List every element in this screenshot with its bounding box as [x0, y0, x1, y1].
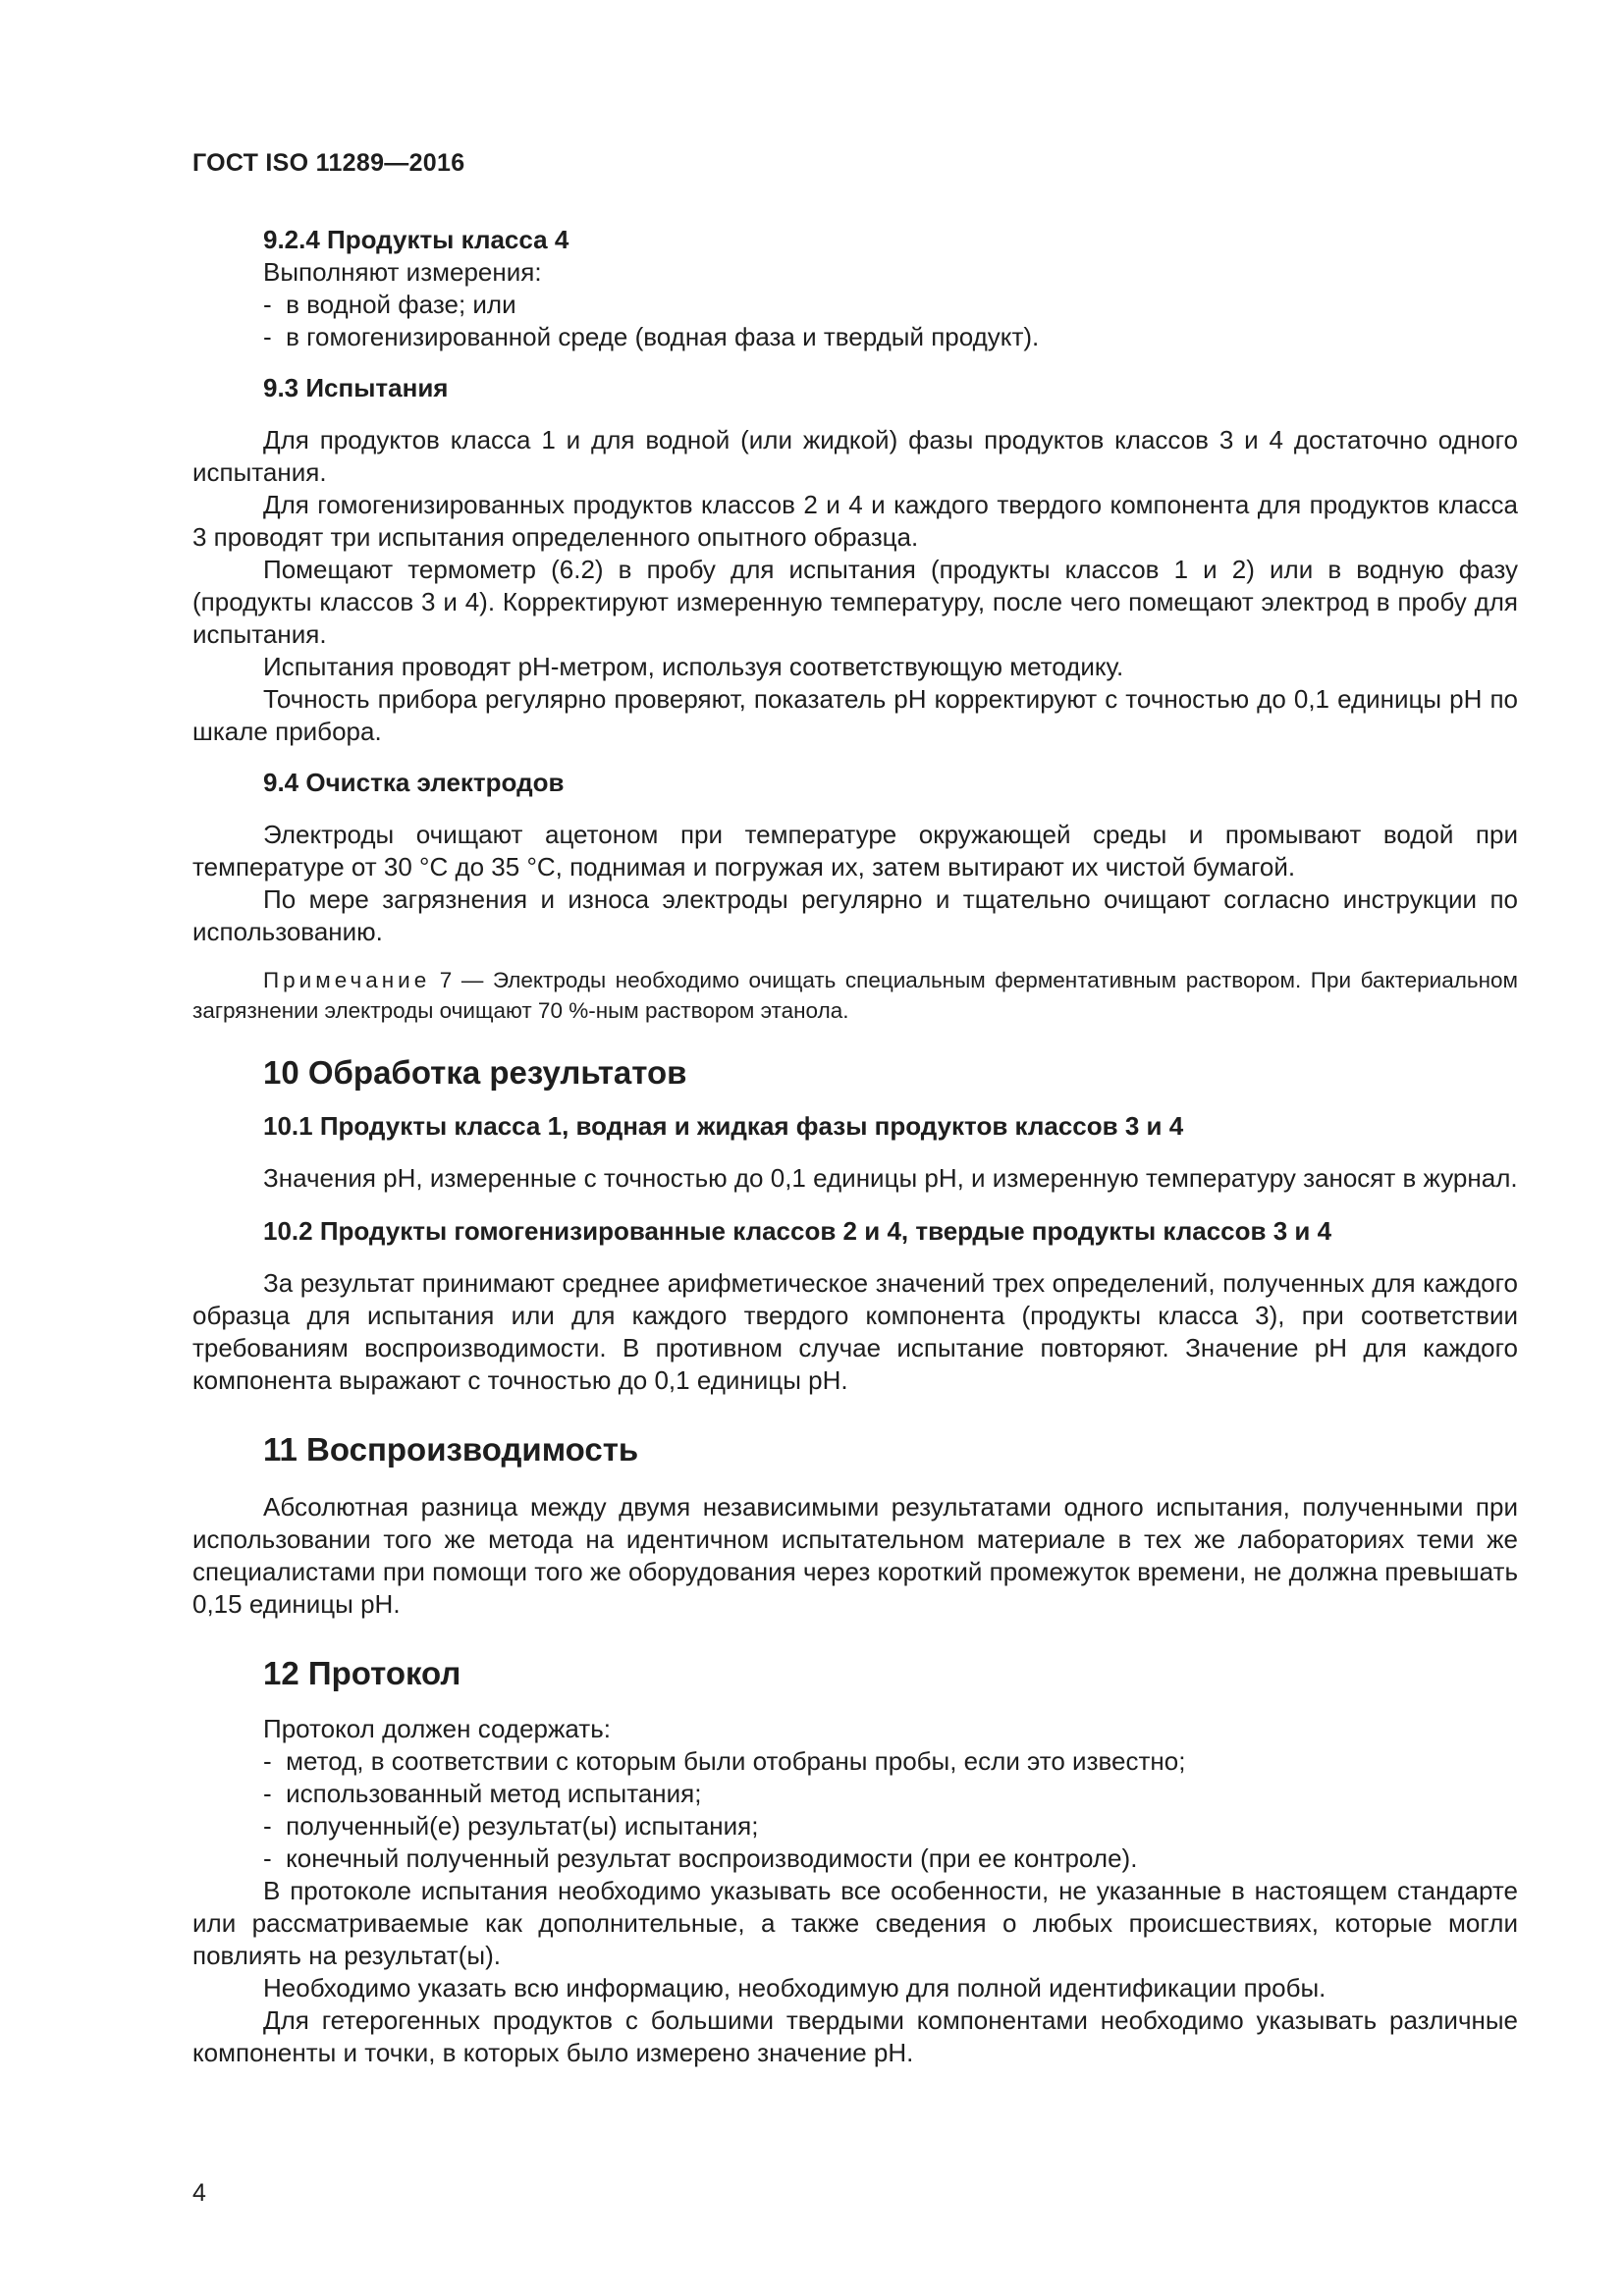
- paragraph: Абсолютная разница между двумя независимыми результатами одного испытания, полученными при использовании того же метода на идентичном испытательном материале в тех же лабораториях теми же специалистами при помощи того же оборудования через короткий промежуток времени, не должна превышать 0,15 единицы рН.: [192, 1492, 1518, 1619]
- note-text: 7 — Электроды необходимо очищать специальным ферментативным раствором. При бактериальном загрязнении электроды очищают 70 %-ным раствором этанола.: [192, 968, 1518, 1023]
- paragraph: Значения рН, измеренные с точностью до 0,1 единицы рН, и измеренную температуру заносят в журнал.: [263, 1163, 1518, 1193]
- section-heading-10-1: 10.1 Продукты класса 1, водная и жидкая фазы продуктов классов 3 и 4: [263, 1111, 1184, 1141]
- list-item: - использованный метод испытания;: [192, 1778, 1518, 1810]
- paragraph: Испытания проводят рН-метром, используя соответствующую методику.: [263, 652, 1124, 681]
- section-heading-9-3: 9.3 Испытания: [263, 373, 449, 402]
- section-heading-12: 12 Протокол: [263, 1655, 461, 1691]
- document-header: ГОСТ ISO 11289—2016: [192, 149, 465, 177]
- paragraph: Точность прибора регулярно проверяют, показатель рН корректируют с точностью до 0,1 единицы рН по шкале прибора.: [192, 684, 1518, 746]
- paragraph: Помещают термометр (6.2) в пробу для испытания (продукты классов 1 и 2) или в водную фазу (продукты классов 3 и 4). Корректируют измеренную температуру, после чего помещают электрод в пробу для испытания.: [192, 555, 1518, 649]
- page-number: 4: [192, 2179, 206, 2207]
- paragraph: Электроды очищают ацетоном при температуре окружающей среды и промывают водой при температуре от 30 °С до 35 °С, поднимая и погружая их, затем вытирают их чистой бумагой.: [192, 820, 1518, 881]
- list-item: - метод, в соответствии с которым были отобраны пробы, если это известно;: [192, 1745, 1518, 1778]
- paragraph: За результат принимают среднее арифметическое значений трех определений, полученных для каждого образца для испытания или для каждого твердого компонента (продукты класса 3), при соответствии требованиям воспроизводимости. В противном случае испытание повторяют. Значение рН для каждого компонента выражают с точностью до 0,1 единицы рН.: [192, 1268, 1518, 1395]
- section-heading-10-2: 10.2 Продукты гомогенизированные классов 2 и 4, твердые продукты классов 3 и 4: [263, 1216, 1332, 1246]
- document-body: [192, 224, 1518, 2069]
- list-item: - конечный полученный результат воспроизводимости (при ее контроле).: [192, 1842, 1518, 1875]
- paragraph: Для гетерогенных продуктов с большими твердыми компонентами необходимо указывать различные компоненты и точки, в которых было измерено значение рН.: [192, 2005, 1518, 2067]
- paragraph: Для продуктов класса 1 и для водной (или жидкой) фазы продуктов классов 3 и 4 достаточно одного испытания.: [192, 425, 1518, 487]
- paragraph: По мере загрязнения и износа электроды регулярно и тщательно очищают согласно инструкции по использованию.: [192, 884, 1518, 946]
- section-heading-10: 10 Обработка результатов: [263, 1054, 687, 1091]
- list-item: - в водной фазе; или: [192, 289, 1518, 321]
- paragraph: Выполняют измерения:: [263, 257, 542, 287]
- paragraph: В протоколе испытания необходимо указывать все особенности, не указанные в настоящем стандарте или рассматриваемые как дополнительные, а также сведения о любых происшествиях, которые могли повлиять на результат(ы).: [192, 1876, 1518, 1970]
- note-label: Примечание: [263, 968, 431, 992]
- paragraph: Для гомогенизированных продуктов классов 2 и 4 и каждого твердого компонента для продуктов класса 3 проводят три испытания определенного опытного образца.: [192, 490, 1518, 552]
- list-item: - в гомогенизированной среде (водная фаза и твердый продукт).: [192, 321, 1518, 353]
- note: [192, 965, 1518, 1026]
- section-heading-9-4: 9.4 Очистка электродов: [263, 768, 565, 797]
- section-heading-9-2-4: 9.2.4 Продукты класса 4: [263, 225, 569, 254]
- paragraph: Необходимо указать всю информацию, необходимую для полной идентификации пробы.: [263, 1973, 1326, 2002]
- section-heading-11: 11 Воспроизводимость: [263, 1431, 639, 1468]
- paragraph: Протокол должен содержать:: [263, 1714, 611, 1743]
- list-item: - полученный(е) результат(ы) испытания;: [192, 1810, 1518, 1842]
